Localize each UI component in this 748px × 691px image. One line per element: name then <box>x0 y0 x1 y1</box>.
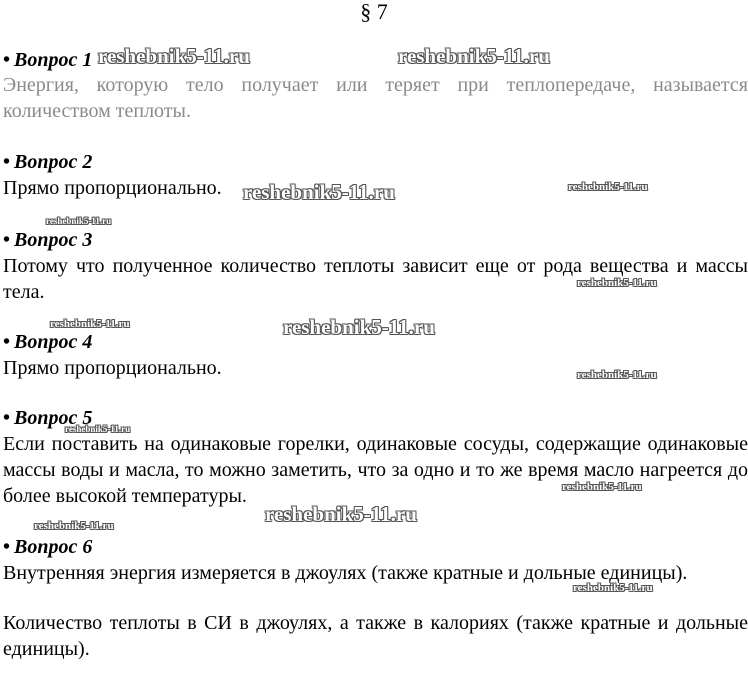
watermark: reshebnik5-11.ru <box>562 481 642 493</box>
question-heading-text: Вопрос 5 <box>14 407 93 429</box>
watermark: reshebnik5-11.ru <box>65 424 131 434</box>
bullet: • <box>3 407 11 429</box>
bullet: • <box>3 331 11 353</box>
watermark: reshebnik5-11.ru <box>34 520 114 532</box>
watermark: reshebnik5-11.ru <box>46 216 112 226</box>
watermark: reshebnik5-11.ru <box>398 44 550 68</box>
question-heading-text: Вопрос 1 <box>14 49 93 71</box>
question-5-answer: Если поставить на одинаковые горелки, одинаковые сосуды, содержащие одинаковые массы воды и масла, то можно заметить, что за одно и то же время масло нагреется до более высокой температуры. <box>3 433 748 507</box>
question-heading-text: Вопрос 3 <box>14 229 93 251</box>
bullet: • <box>3 536 11 558</box>
question-4-answer: Прямо пропорционально. <box>3 357 222 379</box>
question-3-heading <box>3 228 92 252</box>
question-6-answer-continued: Количество теплоты в СИ в джоулях, а также в калориях (также кратные и дольные единицы). <box>3 612 748 660</box>
bullet: • <box>3 151 11 173</box>
watermark: reshebnik5-11.ru <box>573 582 653 594</box>
question-1-heading <box>3 48 92 72</box>
question-heading-text: Вопрос 4 <box>14 331 93 353</box>
question-4-heading <box>3 330 92 354</box>
watermark: reshebnik5-11.ru <box>577 369 657 381</box>
watermark: reshebnik5-11.ru <box>283 315 435 339</box>
watermark: reshebnik5-11.ru <box>577 277 657 289</box>
question-2-answer: Прямо пропорционально. <box>3 177 222 199</box>
question-heading-text: Вопрос 2 <box>14 151 93 173</box>
question-1-answer: Энергия, которую тело получает или теряет при теплопередаче, называется количеством теплоты. <box>3 74 748 122</box>
question-2-heading <box>3 150 92 174</box>
question-heading-text: Вопрос 6 <box>14 536 93 558</box>
watermark: reshebnik5-11.ru <box>50 318 130 330</box>
question-6-answer: Внутренняя энергия измеряется в джоулях (также кратные и дольные единицы). <box>3 562 688 584</box>
question-6-heading <box>3 535 92 559</box>
bullet: • <box>3 49 11 71</box>
section-number: § 7 <box>360 0 388 24</box>
watermark: reshebnik5-11.ru <box>568 181 648 193</box>
watermark: reshebnik5-11.ru <box>98 44 250 68</box>
watermark: reshebnik5-11.ru <box>265 502 417 526</box>
question-3-answer: Потому что полученное количество теплоты зависит еще от рода вещества и массы тела. <box>3 255 748 303</box>
watermark: reshebnik5-11.ru <box>243 180 395 204</box>
bullet: • <box>3 229 11 251</box>
